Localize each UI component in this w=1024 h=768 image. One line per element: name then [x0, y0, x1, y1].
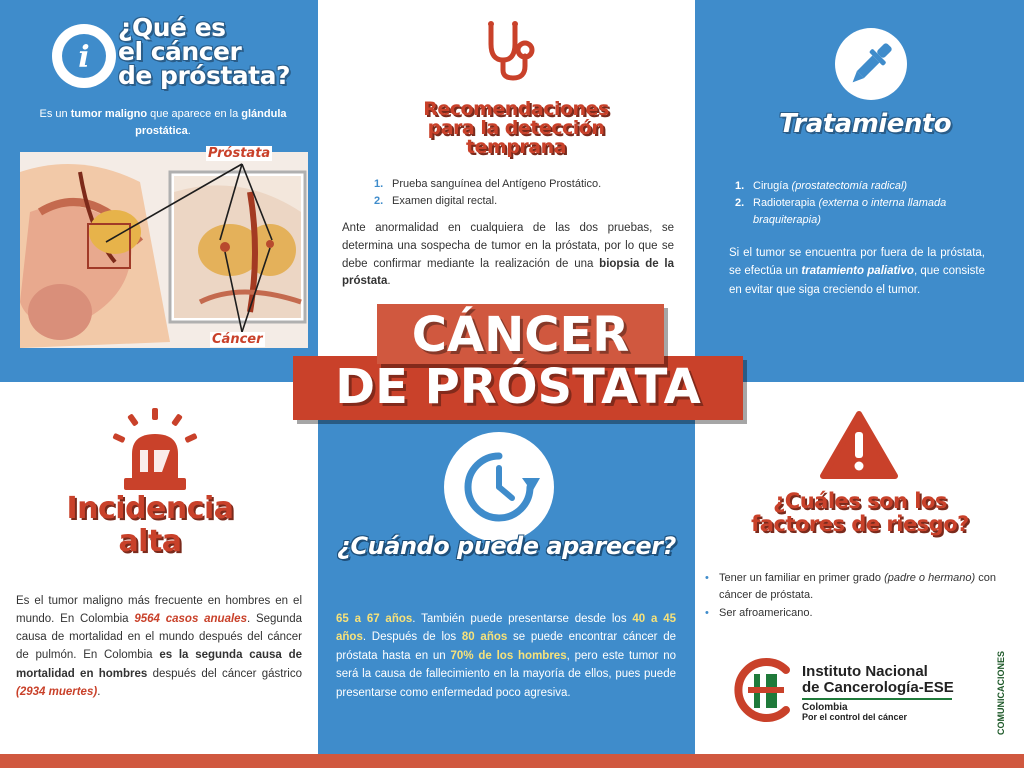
recomendaciones-paragraph: Ante anormalidad en cualquiera de las dos pruebas, se determina una sospecha de tumor en la próstata, por lo que se debe confirmar mediante la realización de una biopsia de la próstata.	[342, 222, 674, 288]
factores-heading-line1: ¿Cuáles son los	[773, 489, 947, 513]
tratamiento-panel	[695, 0, 1024, 382]
instituto-logo-text	[802, 664, 970, 722]
incidencia-paragraph: Es el tumor maligno más frecuente en hombres en el mundo. En Colombia 9564 casos anuales. Segunda causa de mortalidad en el mundo después del cáncer de pulmón. En Colombia es la segunda causa de mortalidad en hombres después del cáncer gástrico (2934 muertes).	[16, 595, 302, 698]
cuando-heading: ¿Cuándo puede aparecer?	[337, 532, 676, 560]
comunicaciones-text: COMUNICACIONES	[996, 650, 1006, 735]
que-es-text: Es un tumor maligno que aparece en la glándula prostática.	[39, 108, 287, 137]
factores-heading	[715, 490, 1005, 536]
recomendaciones-heading	[406, 100, 626, 157]
que-es-panel	[0, 0, 318, 382]
label-cancer: Cáncer	[212, 332, 263, 347]
list-item: • Ser afroamericano.	[705, 606, 813, 619]
recomendaciones-heading-line2: para la detección	[427, 117, 605, 139]
clock-icon	[444, 432, 554, 542]
tratamiento-list	[735, 178, 985, 229]
cuando-panel	[318, 382, 695, 754]
recomendaciones-list	[374, 176, 664, 210]
list-item: 2. Examen digital rectal.	[374, 195, 498, 208]
svg-text:i: i	[78, 40, 90, 75]
list-item: 2. Radioterapia (externa o interna llamada braquiterapia)	[735, 197, 947, 227]
cuando-paragraph: 65 a 67 años. También puede presentarse desde los 40 a 45 años. Después de los 80 años se puede encontrar cáncer de próstata hasta en un 70% de los hombres, pero este tumor no será la causa de fallecimiento en la mayoría de ellos, pues puede presentarse como enfermedad poco agresiva.	[336, 613, 677, 699]
list-item: • Tener un familiar en primer grado (padre o hermano) con cáncer de próstata.	[705, 572, 996, 602]
factores-heading-line2: factores de riesgo?	[751, 512, 969, 537]
recomendaciones-heading-line3: temprana	[466, 136, 566, 158]
stethoscope-icon	[473, 14, 543, 84]
incidencia-heading-line1: Incidencia	[66, 491, 234, 526]
que-es-heading-line2: el cáncer	[118, 36, 242, 66]
warning-icon	[819, 410, 899, 480]
incidencia-panel	[0, 382, 318, 754]
anatomy-illustration	[20, 146, 308, 348]
label-prostata: Próstata	[208, 146, 271, 161]
instituto-logo	[730, 654, 970, 726]
tratamiento-paragraph: Si el tumor se encuentra por fuera de la próstata, se efectúa un tratamiento paliativo, que consiste en evitar que siga creciendo el tumor.	[729, 247, 986, 296]
title-line1: CÁNCER	[411, 307, 630, 363]
incidencia-heading	[40, 492, 260, 558]
logo-line4: Por el control del cáncer	[802, 711, 908, 722]
que-es-heading-line3: de próstata?	[118, 60, 290, 90]
logo-line2: de Cancerología-ESE	[802, 678, 954, 696]
incidencia-heading-line2: alta	[118, 524, 182, 559]
factores-list	[705, 570, 1005, 622]
bottom-strip	[0, 754, 1024, 768]
tratamiento-heading: Tratamiento	[779, 109, 952, 139]
incan-emblem-icon	[730, 654, 802, 726]
list-item: 1. Prueba sanguínea del Antígeno Prostático.	[374, 178, 602, 190]
recomendaciones-heading-line1: Recomendaciones	[423, 98, 609, 120]
logo-line3: Colombia	[802, 701, 848, 713]
siren-icon	[110, 408, 200, 494]
info-icon	[52, 24, 116, 88]
dropper-icon	[835, 28, 907, 100]
logo-line1: Instituto Nacional	[802, 663, 928, 680]
que-es-heading-line1: ¿Qué es	[118, 13, 226, 42]
comunicaciones-logo	[990, 646, 1012, 735]
list-item: 1. Cirugía (prostatectomía radical)	[735, 180, 908, 192]
que-es-heading	[118, 13, 290, 90]
title-line2: DE PRÓSTATA	[335, 359, 701, 415]
